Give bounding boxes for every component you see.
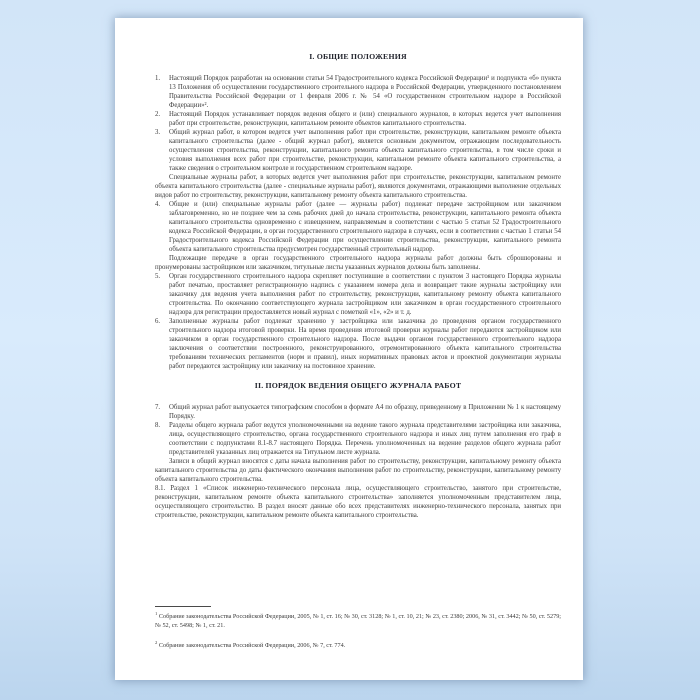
clause-5-number: 5. (155, 273, 161, 280)
footnotes-block (155, 606, 561, 650)
clause-1-number: 1. (155, 75, 161, 82)
clause-8-1-text: Раздел 1 «Список инженерно-технического персонала лица, осуществляющего строительство, занятого при строительстве, реконструкции, капитальном ремонте объекта капитального строительства» заполняется уполномоченным представителем лица, осуществляющего строительство. В раздел вносят данные обо всех представителях инженерно-технического персонала, занятых при строительстве, реконструкции, капитальном ремонте объекта капитального строительства. (155, 485, 561, 519)
clause-6-number: 6. (155, 318, 161, 325)
footnote-1 (155, 613, 561, 629)
document-page (115, 18, 583, 680)
clause-4-number: 4. (155, 201, 161, 208)
footnote-1-text: Собрание законодательства Российской Федерации, 2005, № 1, ст. 16; № 30, ст. 3128; № 1, ст. 10, 21; № 23, ст. 2380; 2006, № 31, ст. 3442; № 50, ст. 5279; № 52, ст. 5498; № 1, ст. 21. (155, 613, 562, 629)
clause-6 (155, 317, 561, 371)
clause-7-text: Общий журнал работ выпускается типографским способом в формате А4 по образцу, приведенному в Приложении № 1 к настоящему Порядку. (169, 404, 561, 420)
clause-5-text: Орган государственного строительного надзора скрепляет поступившие в соответствии с пунктом 3 настоящего Порядка журналы работ печатью, проставляет регистрационную надпись с указанием номера дела и возвращает такие журналы застройщику или заказчику для ведения учета выполнения работ по строительству, реконструкции, капитальному ремонту объекта капитального строительства. По окончанию соответствующего журнала застройщиком или заказчиком в орган государственного строительного надзора для регистрации предоставляется новый журнал с пометкой «1», «2» и т. д. (169, 273, 561, 316)
clause-4-text-continued: Подлежащие передаче в орган государственного строительного надзора журналы работ должны быть сброшюрованы и пронумерованы застройщиком или заказчиком, титульные листы указанных журналов должны быть заполнены. (155, 255, 561, 271)
clause-3-text-continued: Специальные журналы работ, в которых ведется учет выполнения работ при строительстве, реконструкции, капитальном ремонте объекта капитального строительства (далее - специальные журналы работ), являются документами, отражающими выполнение отдельных видов работ по строительству, реконструкции, капитальному ремонту объекта капитального строительства. (155, 174, 561, 199)
clause-8-number: 8. (155, 422, 161, 429)
clause-1 (155, 74, 561, 110)
clause-6-text: Заполненные журналы работ подлежат хранению у застройщика или заказчика до проведения органом государственного строительного надзора итоговой проверки. На время проведения итоговой проверки журналы работ передаются застройщиком или заказчиком в орган государственного строительного надзора. После выдачи органом государственного строительного надзора заключения о соответствии построенного, реконструированного, отремонтированного объекта капитального строительства требованиям технических регламентов (норм и правил), иных нормативных правовых актов и проектной документации журналы работ передаются застройщику или заказчику на постоянное хранение. (169, 318, 561, 370)
section-2-heading: II. ПОРЯДОК ВЕДЕНИЯ ОБЩЕГО ЖУРНАЛА РАБОТ (254, 381, 462, 390)
clause-8-text: Разделы общего журнала работ ведутся уполномоченными на ведение такого журнала представителями застройщика или заказчика, лица, осуществляющего строительство, органа государственного строительного надзора и иных лиц путем заполнения его граф в соответствии с подпунктами 8.1-8.7 настоящего Порядка. Перечень уполномоченных на ведение разделов общего журнала работ представителей указанных лиц отражается на Титульном листе журнала. (169, 422, 561, 456)
clause-7-number: 7. (155, 404, 161, 411)
footnote-2-text: Собрание законодательства Российской Федерации, 2006, № 7, ст. 774. (158, 641, 346, 649)
section-1-heading: I. ОБЩИЕ ПОЛОЖЕНИЯ (309, 52, 407, 61)
clause-8-1-number: 8.1. (155, 485, 166, 492)
clause-3 (155, 128, 561, 200)
footnote-2-marker: 2 (155, 639, 158, 645)
footnote-2 (155, 639, 561, 650)
clause-8-1 (155, 484, 561, 520)
clause-8-text-continued: Записи в общий журнал вносятся с даты начала выполнения работ по строительству, реконструкции, капитальному ремонту объекта капитального строительства до даты фактического окончания выполнения работ по строительству, реконструкции, капитальному ремонту объекта капитального строительства. (155, 458, 561, 483)
clause-3-text: Общий журнал работ, в котором ведется учет выполнения работ при строительстве, реконструкции, капитальном ремонте объекта капитального строительства (далее - общий журнал работ), является основным документом, отражающим последовательность осуществления строительства, реконструкции, капитального ремонта объекта капитального строительства, в том числе сроки и условия выполнения всех работ при строительстве, реконструкции, капитальном ремонте объекта капитального строительства, а также сведения о строительном контроле и государственном строительном надзоре. (169, 129, 561, 172)
clause-8 (155, 421, 561, 484)
footnote-separator (155, 606, 211, 607)
clause-3-number: 3. (155, 129, 161, 136)
clause-4-text: Общие и (или) специальные журналы работ (далее — журналы работ) подлежат передаче застройщиком или заказчиком заблаговременно, но не позднее чем за семь рабочих дней до начала строительства, реконструкции, капитального ремонта объекта капитального строительства одновременно с извещением, направляемым в соответствии с частью 5 статьи 52 Градостроительного кодекса Российской Федерации, в орган государственного строительного надзора в случаях, если в соответствии с частью 1 статьи 54 Градостроительного кодекса Российской Федерации при осуществлении строительства, реконструкции, капитального ремонта объекта капитального строительства предусмотрен государственный строительный надзор. (169, 201, 561, 253)
footnote-1-marker: 1 (155, 611, 158, 617)
clause-2-number: 2. (155, 111, 161, 118)
clause-7 (155, 403, 561, 421)
clause-4 (155, 200, 561, 272)
clause-1-text: Настоящий Порядок разработан на основании статьи 54 Градостроительного кодекса Российской Федерации¹ и подпункта «б» пункта 13 Положения об осуществлении государственного строительного надзора в Российской Федерации, утвержденного постановлением Правительства Российской Федерации от 1 февраля 2006 г. № 54 «О государственном строительном надзоре в Российской Федерации»². (169, 75, 561, 109)
clause-5 (155, 272, 561, 317)
clause-2-text: Настоящий Порядок устанавливает порядок ведения общего и (или) специального журналов, в которых ведется учет выполнения работ при строительстве, реконструкции, капитальном ремонте объектов капитального строительства. (169, 111, 561, 127)
clause-2 (155, 110, 561, 128)
